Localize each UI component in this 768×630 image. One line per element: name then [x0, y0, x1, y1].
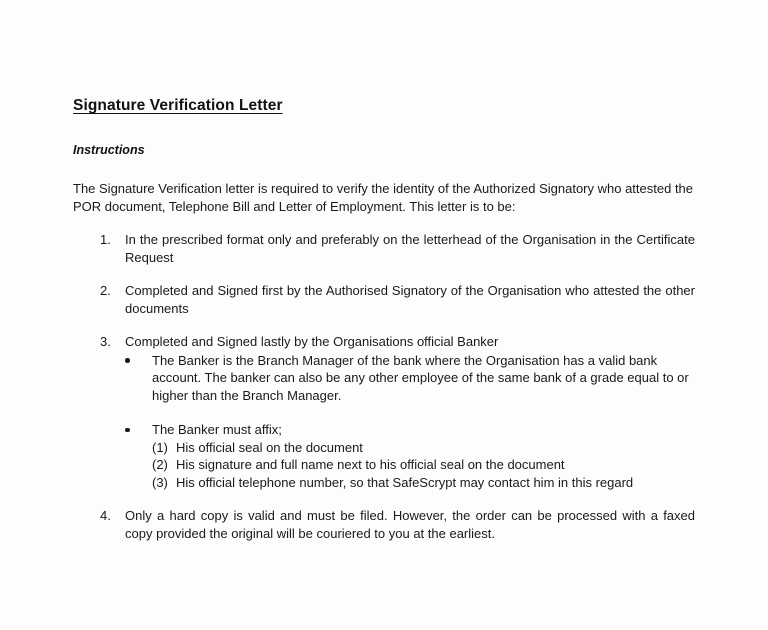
list-item — [125, 421, 695, 491]
list-item — [152, 474, 695, 492]
bullet-dot-icon — [125, 358, 130, 363]
list-item — [152, 439, 695, 457]
list-item — [73, 333, 695, 491]
list-item-marker: 1. — [100, 232, 111, 247]
list-item-text: Completed and Signed lastly by the Organisations official Banker — [125, 334, 499, 349]
bullet-item-text: The Banker is the Branch Manager of the bank where the Organisation has a valid bank account. The banker can also be any other employee of the same bank of a grade equal to or higher than the Branch Manager. — [152, 352, 689, 403]
list-item — [152, 456, 695, 474]
instructions-list — [73, 231, 695, 542]
sub-item-marker: (1) — [152, 439, 168, 455]
sub-item-text: His official seal on the document — [176, 439, 363, 455]
list-item — [73, 507, 695, 542]
affix-requirements-list — [152, 439, 695, 492]
list-item-marker: 4. — [100, 508, 111, 523]
sub-item-text: His official telephone number, so that SafeScrypt may contact him in this regard — [176, 474, 634, 490]
list-item — [125, 352, 695, 405]
list-item — [73, 231, 695, 266]
bullet-dot-icon — [125, 428, 130, 433]
list-item-text: Completed and Signed first by the Authorised Signatory of the Organisation who attested the other documents — [125, 283, 695, 316]
list-item — [73, 282, 695, 317]
list-item-text: Only a hard copy is valid and must be filed. However, the order can be processed with a faxed copy provided the original will be couriered to you at the earliest. — [125, 508, 695, 541]
list-item-marker: 3. — [100, 334, 111, 349]
bullet-item-text: The Banker must affix; — [152, 422, 282, 437]
sub-item-text: His signature and full name next to his official seal on the document — [176, 457, 565, 472]
sub-item-marker: (3) — [152, 474, 168, 490]
page-title: Signature Verification Letter — [73, 97, 283, 114]
sub-item-marker: (2) — [152, 457, 168, 472]
section-heading-instructions: Instructions — [73, 143, 145, 157]
intro-paragraph: The Signature Verification letter is required to verify the identity of the Authorized Signatory who attested the POR document, Telephone Bill and Letter of Employment. This letter is to be: — [73, 181, 694, 214]
banker-bullet-list — [125, 352, 695, 492]
list-item-text: In the prescribed format only and preferably on the letterhead of the Organisation in the Certificate Request — [125, 232, 695, 265]
document-content — [73, 96, 695, 542]
list-item-marker: 2. — [100, 283, 111, 298]
